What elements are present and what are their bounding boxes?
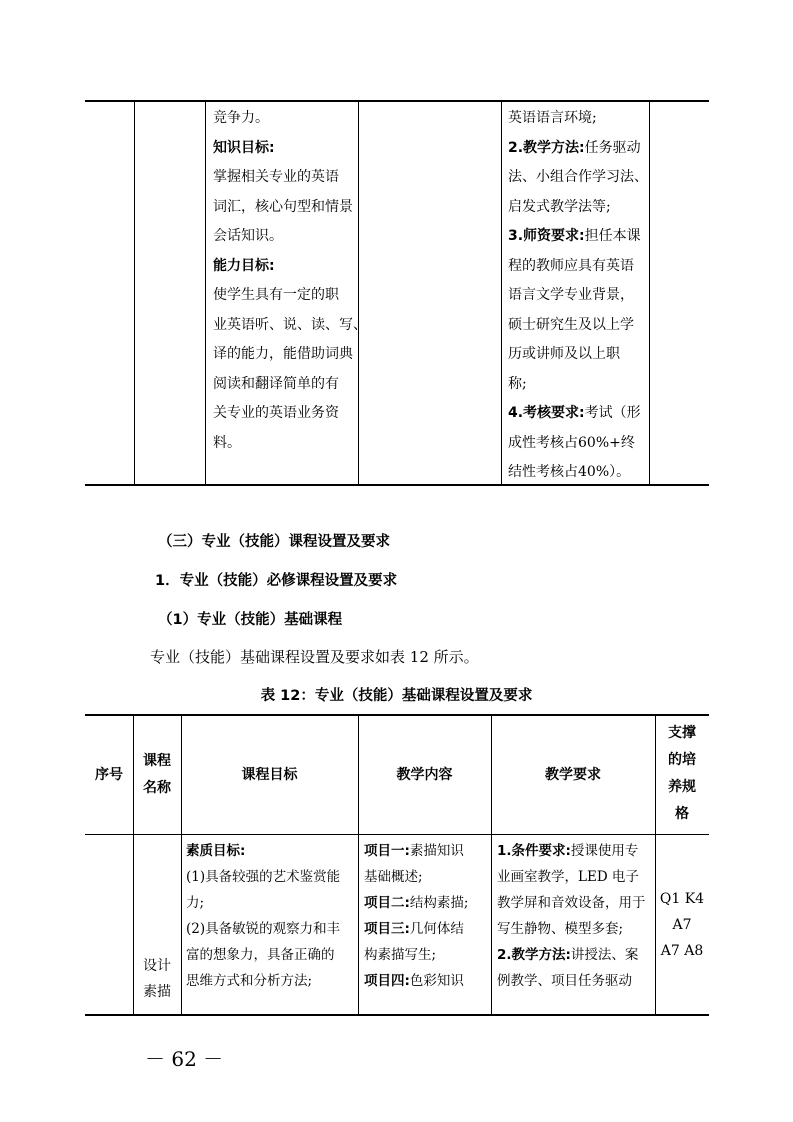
cell-line: 力;: [186, 895, 205, 911]
cell-line: 3.师资要求:担任本课: [508, 228, 641, 244]
table-column-divider: [358, 716, 359, 1014]
cell-line: 项目四:色彩知识: [364, 973, 464, 989]
cell-line: 项目三:几何体结: [364, 921, 464, 937]
table-column-divider: [205, 102, 206, 484]
cell-line: 阅读和翻译简单的有: [213, 375, 339, 392]
page-number: － 62 －: [145, 1047, 224, 1071]
cell-line: 知识目标:: [213, 139, 275, 156]
cell-line: 程的教师应具有英语: [508, 257, 634, 274]
continued-course-table: [85, 100, 709, 486]
cell-line: 1.条件要求:授课使用专: [497, 843, 639, 859]
table-column-divider: [134, 102, 135, 484]
cell-line: 构素描写生;: [364, 947, 437, 963]
cell-line-label: 项目二:: [364, 895, 410, 911]
cell-line-label: 2.教学方法:: [508, 139, 585, 156]
cell-line: 业英语听、说、读、写、: [213, 316, 367, 333]
course-name-cell: 设计 素描: [143, 958, 171, 1000]
cell-line: 英语语言环境;: [508, 110, 597, 126]
cell-line: 4.考核要求:考试（形: [508, 405, 641, 421]
cell-line: 法、小组合作学习法、: [508, 169, 648, 185]
cell-line: 项目二:结构素描;: [364, 895, 469, 911]
cell-line: 会话知识。: [213, 228, 283, 244]
course-goal-cell: [186, 838, 340, 994]
cell-line: 启发式教学法等;: [508, 198, 611, 215]
basic-course-table: [85, 714, 709, 1016]
cell-line-label: 2.教学方法:: [497, 947, 571, 963]
subsection-heading: 1．专业（技能）必修课程设置及要求: [155, 573, 398, 589]
cell-line: 称;: [508, 375, 527, 392]
cell-line: 富的想象力，具备正确的: [186, 947, 335, 963]
header-course-goal: 课程目标: [241, 767, 298, 783]
cell-line: 2.教学方法:讲授法、案: [497, 947, 639, 963]
cell-line: 成性考核占60%+终: [508, 434, 635, 451]
cell-line: 项目一:素描知识: [364, 843, 464, 859]
cell-line-label: 项目一:: [364, 843, 410, 859]
cell-line: 写生静物、模型多套;: [497, 921, 624, 937]
cell-line: 硕士研究生及以上学: [508, 316, 634, 333]
header-course-name: 课程 名称: [143, 753, 171, 796]
cell-line-label: 项目三:: [364, 921, 410, 937]
cell-line: 基础概述;: [364, 869, 423, 885]
section-heading: （三）专业（技能）课程设置及要求: [158, 534, 390, 550]
teaching-requirement-cell: [508, 104, 648, 488]
header-supported-spec: 支撑 的培 养规 格: [668, 725, 696, 822]
cell-line: 2.教学方法:任务驱动: [508, 139, 641, 156]
table-column-divider: [181, 716, 182, 1014]
cell-line: 思维方式和分析方法;: [186, 973, 313, 989]
cell-line: 结性考核占40%）。: [508, 464, 631, 480]
cell-line: 料。: [213, 434, 241, 451]
cell-line-label: 项目四:: [364, 973, 410, 989]
cell-line: 译的能力，能借助词典: [213, 346, 353, 362]
table-column-divider: [491, 716, 492, 1014]
cell-line: (2)具备敏锐的观察力和丰: [186, 921, 341, 937]
table-column-divider: [501, 102, 502, 484]
header-row-divider: [85, 834, 709, 835]
cell-line: (1)具备较强的艺术鉴赏能: [186, 869, 341, 885]
cell-line: 词汇，核心句型和情景: [213, 198, 353, 215]
intro-paragraph: 专业（技能）基础课程设置及要求如表 12 所示。: [150, 648, 479, 666]
cell-line: 关专业的英语业务资: [213, 405, 339, 421]
cell-line: 教学屏和音效设备，用于: [497, 895, 646, 911]
cell-line: 竞争力。: [213, 110, 269, 126]
table-column-divider: [649, 102, 650, 484]
table-caption: 表 12：专业（技能）基础课程设置及要求: [260, 688, 533, 704]
header-teaching-content: 教学内容: [396, 767, 453, 783]
cell-line: 业画室教学，LED 电子: [497, 869, 639, 885]
cell-line: 语言文学专业背景，: [508, 287, 634, 303]
header-seq: 序号: [95, 767, 123, 783]
cell-line: 素质目标:: [186, 843, 246, 859]
teaching-content-cell: [364, 838, 468, 994]
header-teaching-requirement: 教学要求: [545, 767, 601, 783]
cell-line: 历或讲师及以上职: [508, 346, 620, 362]
supported-spec-cell: Q1 K4 A7 A7 A8: [659, 891, 705, 959]
cell-line-label: 4.考核要求:: [508, 405, 585, 421]
sub-subsection-heading: （1）专业（技能）基础课程: [158, 612, 343, 628]
cell-line-label: 1.条件要求:: [497, 843, 571, 859]
teaching-requirement-cell: [497, 838, 646, 994]
cell-line: 能力目标:: [213, 257, 275, 274]
course-goal-cell: [213, 104, 367, 458]
cell-line: 例教学、项目任务驱动: [497, 973, 632, 989]
cell-line: 使学生具有一定的职: [213, 287, 339, 303]
cell-line: 掌握相关专业的英语: [213, 169, 339, 185]
cell-line-label: 3.师资要求:: [508, 228, 585, 244]
